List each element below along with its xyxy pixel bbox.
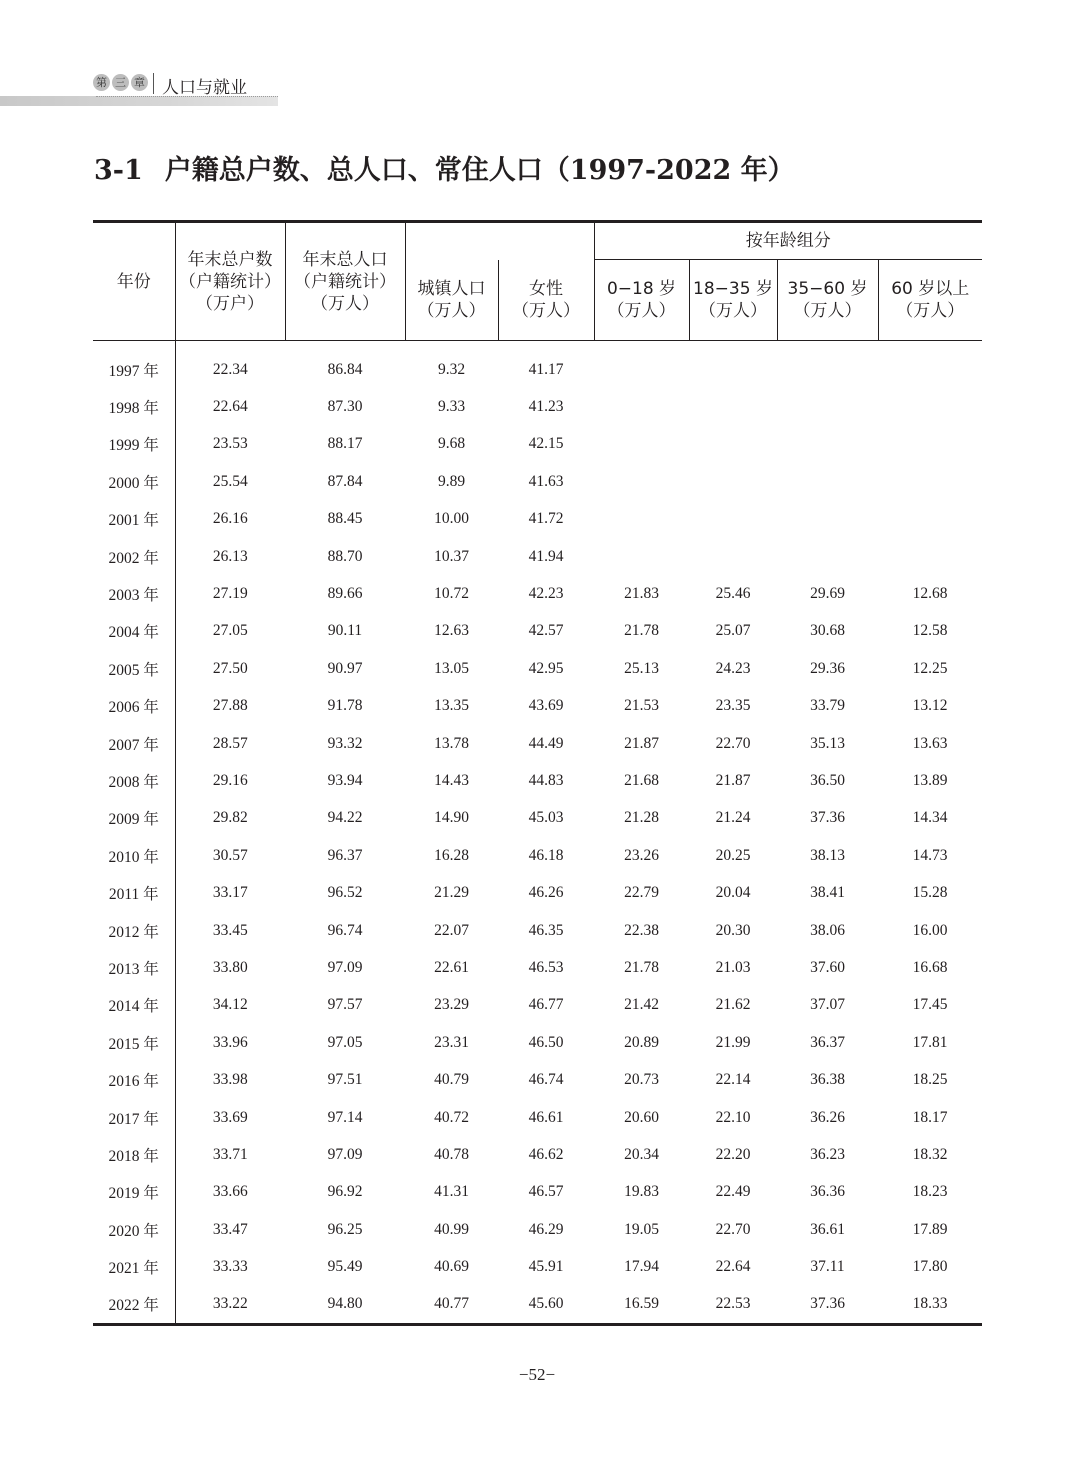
- value-cell: 22.49: [715, 1183, 751, 1201]
- value-cell: [777, 463, 878, 500]
- table-row: [93, 650, 982, 687]
- table-number: 3-1: [94, 155, 143, 186]
- year-cell: 1998 年: [93, 388, 175, 425]
- column-header-label: 年末总户数 （户籍统计） （万户）: [179, 249, 281, 314]
- value-cell: [878, 388, 982, 425]
- table-row: [93, 762, 982, 799]
- value-cell: 44.83: [528, 771, 564, 789]
- chapter-char: 三: [112, 74, 129, 91]
- year-cell: 2019 年: [93, 1174, 175, 1211]
- value-cell: 21.42: [624, 996, 659, 1014]
- value-cell: 21.78: [624, 622, 659, 640]
- value-cell: 96.92: [327, 1183, 363, 1201]
- value-cell: 96.74: [327, 921, 363, 939]
- value-cell: 13.78: [434, 734, 469, 752]
- year-cell: 2010 年: [93, 837, 175, 874]
- value-cell: 46.74: [528, 1071, 564, 1089]
- value-cell: 22.61: [434, 958, 469, 976]
- value-cell: 37.60: [810, 958, 845, 976]
- chapter-badge: [93, 74, 148, 91]
- value-cell: 33.80: [212, 958, 248, 976]
- value-cell: 33.45: [212, 921, 248, 939]
- value-cell: 22.64: [715, 1258, 751, 1276]
- value-cell: 27.05: [212, 622, 248, 640]
- value-cell: 41.63: [528, 472, 564, 490]
- value-cell: 21.99: [715, 1033, 751, 1051]
- value-cell: 26.13: [212, 547, 248, 565]
- value-cell: 42.15: [528, 435, 564, 453]
- value-cell: 12.68: [912, 585, 948, 603]
- value-cell: 22.14: [715, 1071, 751, 1089]
- value-cell: 14.34: [912, 809, 948, 827]
- value-cell: [777, 341, 878, 389]
- value-cell: 46.18: [528, 846, 564, 864]
- value-cell: 46.29: [528, 1220, 564, 1238]
- value-cell: 95.49: [327, 1258, 363, 1276]
- value-cell: 94.80: [327, 1295, 363, 1313]
- year-cell: 2003 年: [93, 575, 175, 612]
- year-cell: 2020 年: [93, 1211, 175, 1248]
- value-cell: 42.23: [528, 585, 564, 603]
- value-cell: 21.53: [624, 697, 659, 715]
- value-cell: 97.57: [327, 996, 363, 1014]
- value-cell: 36.23: [810, 1145, 845, 1163]
- table-row: [93, 912, 982, 949]
- value-cell: 10.00: [434, 510, 469, 528]
- value-cell: 93.94: [327, 771, 363, 789]
- value-cell: 9.68: [437, 435, 466, 453]
- value-cell: 42.57: [528, 622, 564, 640]
- table-row: [93, 341, 982, 389]
- value-cell: 36.50: [810, 771, 845, 789]
- year-cell: 2011 年: [93, 874, 175, 911]
- value-cell: 21.68: [624, 771, 659, 789]
- value-cell: [878, 426, 982, 463]
- value-cell: 16.68: [912, 958, 948, 976]
- column-header: [175, 222, 285, 341]
- column-header-label: 年份: [116, 271, 151, 292]
- header-separator: [153, 73, 154, 94]
- value-cell: 21.03: [715, 958, 751, 976]
- value-cell: 10.72: [434, 585, 469, 603]
- value-cell: 94.22: [327, 809, 363, 827]
- value-cell: [777, 501, 878, 538]
- value-cell: 20.34: [624, 1145, 659, 1163]
- value-cell: 91.78: [327, 697, 363, 715]
- value-cell: 22.79: [624, 884, 659, 902]
- year-cell: 2006 年: [93, 688, 175, 725]
- value-cell: 25.54: [212, 472, 248, 490]
- table-row: [93, 388, 982, 425]
- value-cell: 17.94: [624, 1258, 659, 1276]
- value-cell: 21.28: [624, 809, 659, 827]
- value-cell: 45.03: [528, 809, 564, 827]
- value-cell: 18.23: [912, 1183, 948, 1201]
- value-cell: 18.33: [912, 1295, 948, 1313]
- value-cell: 18.32: [912, 1145, 948, 1163]
- year-cell: 2014 年: [93, 987, 175, 1024]
- value-cell: 97.05: [327, 1033, 363, 1051]
- year-cell: 2001 年: [93, 501, 175, 538]
- value-cell: 88.17: [327, 435, 363, 453]
- value-cell: 33.33: [212, 1258, 248, 1276]
- column-header-label: 18−35 岁 （万人）: [693, 279, 773, 321]
- value-cell: 16.28: [434, 846, 469, 864]
- value-cell: 37.07: [810, 996, 845, 1014]
- chapter-char: 章: [131, 74, 148, 91]
- value-cell: 22.64: [212, 398, 248, 416]
- value-cell: 13.35: [434, 697, 469, 715]
- value-cell: 40.77: [434, 1295, 469, 1313]
- column-header: [93, 222, 175, 341]
- table-row: [93, 501, 982, 538]
- table-row: [93, 800, 982, 837]
- year-cell: 1997 年: [93, 341, 175, 389]
- year-cell: 2012 年: [93, 912, 175, 949]
- value-cell: 25.13: [624, 659, 659, 677]
- value-cell: 87.30: [327, 398, 363, 416]
- chapter-char: 第: [93, 74, 110, 91]
- year-cell: 2004 年: [93, 613, 175, 650]
- table-row: [93, 463, 982, 500]
- value-cell: 26.16: [212, 510, 248, 528]
- section-name: 人口与就业: [162, 78, 247, 98]
- table-row: [93, 1174, 982, 1211]
- value-cell: 22.70: [715, 734, 751, 752]
- value-cell: 97.09: [327, 1145, 363, 1163]
- header-spacer: [405, 222, 594, 260]
- population-table: [93, 220, 982, 1326]
- value-cell: 13.63: [912, 734, 948, 752]
- value-cell: 25.07: [715, 622, 751, 640]
- value-cell: 13.05: [434, 659, 469, 677]
- value-cell: 40.69: [434, 1258, 469, 1276]
- table-row: [93, 538, 982, 575]
- year-cell: 2005 年: [93, 650, 175, 687]
- value-cell: 38.13: [810, 846, 845, 864]
- value-cell: 27.88: [212, 697, 248, 715]
- page-title: [94, 148, 795, 187]
- value-cell: 18.25: [912, 1071, 948, 1089]
- value-cell: 22.34: [212, 360, 248, 378]
- age-group-header: 按年龄组分: [594, 222, 982, 260]
- table-row: [93, 1099, 982, 1136]
- value-cell: 41.17: [528, 360, 564, 378]
- value-cell: 30.68: [810, 622, 845, 640]
- value-cell: 9.89: [437, 472, 466, 490]
- table-row: [93, 1211, 982, 1248]
- value-cell: 12.63: [434, 622, 469, 640]
- value-cell: 22.20: [715, 1145, 751, 1163]
- value-cell: 45.91: [528, 1258, 564, 1276]
- year-cell: 2022 年: [93, 1286, 175, 1325]
- year-cell: 2002 年: [93, 538, 175, 575]
- column-header: [405, 260, 498, 341]
- value-cell: 12.25: [912, 659, 948, 677]
- column-header: [878, 260, 982, 341]
- value-cell: 46.77: [528, 996, 564, 1014]
- value-cell: [594, 538, 689, 575]
- value-cell: 90.97: [327, 659, 363, 677]
- value-cell: 23.35: [715, 697, 751, 715]
- value-cell: 21.83: [624, 585, 659, 603]
- value-cell: 20.25: [715, 846, 751, 864]
- value-cell: 37.36: [810, 1295, 845, 1313]
- value-cell: 22.70: [715, 1220, 751, 1238]
- table-row: [93, 1248, 982, 1285]
- value-cell: 46.57: [528, 1183, 564, 1201]
- value-cell: 22.53: [715, 1295, 751, 1313]
- value-cell: 28.57: [212, 734, 248, 752]
- value-cell: 17.81: [912, 1033, 948, 1051]
- table-row: [93, 688, 982, 725]
- year-cell: 2015 年: [93, 1024, 175, 1061]
- value-cell: 17.45: [912, 996, 948, 1014]
- value-cell: [689, 388, 777, 425]
- value-cell: 14.90: [434, 809, 469, 827]
- value-cell: 93.32: [327, 734, 363, 752]
- value-cell: 20.89: [624, 1033, 659, 1051]
- table-row: [93, 1286, 982, 1325]
- value-cell: 97.14: [327, 1108, 363, 1126]
- value-cell: 46.53: [528, 958, 564, 976]
- value-cell: 38.41: [810, 884, 845, 902]
- year-cell: 2013 年: [93, 949, 175, 986]
- value-cell: 40.79: [434, 1071, 469, 1089]
- value-cell: 21.29: [434, 884, 469, 902]
- value-cell: 41.94: [528, 547, 564, 565]
- table-row: [93, 1024, 982, 1061]
- value-cell: 10.37: [434, 547, 469, 565]
- year-cell: 1999 年: [93, 426, 175, 463]
- value-cell: [878, 501, 982, 538]
- value-cell: 46.35: [528, 921, 564, 939]
- table-body: [93, 341, 982, 1325]
- value-cell: 96.37: [327, 846, 363, 864]
- value-cell: 21.24: [715, 809, 751, 827]
- value-cell: 23.26: [624, 846, 659, 864]
- value-cell: 17.89: [912, 1220, 948, 1238]
- value-cell: 16.00: [912, 921, 948, 939]
- value-cell: 33.98: [212, 1071, 248, 1089]
- value-cell: [689, 341, 777, 389]
- value-cell: 12.58: [912, 622, 948, 640]
- value-cell: [594, 426, 689, 463]
- value-cell: 43.69: [528, 697, 564, 715]
- value-cell: 46.26: [528, 884, 564, 902]
- value-cell: [777, 388, 878, 425]
- value-cell: 35.13: [810, 734, 845, 752]
- value-cell: 13.12: [912, 697, 948, 715]
- value-cell: 16.59: [624, 1295, 659, 1313]
- year-cell: 2008 年: [93, 762, 175, 799]
- year-cell: 2007 年: [93, 725, 175, 762]
- value-cell: 33.47: [212, 1220, 248, 1238]
- value-cell: 29.82: [212, 809, 248, 827]
- value-cell: 33.71: [212, 1145, 248, 1163]
- value-cell: 15.28: [912, 884, 948, 902]
- table-row: [93, 1061, 982, 1098]
- column-header: [777, 260, 878, 341]
- value-cell: 19.05: [624, 1220, 659, 1238]
- value-cell: 46.62: [528, 1145, 564, 1163]
- year-cell: 2009 年: [93, 800, 175, 837]
- value-cell: [594, 388, 689, 425]
- value-cell: 33.17: [212, 884, 248, 902]
- value-cell: 29.69: [810, 585, 845, 603]
- year-cell: 2016 年: [93, 1061, 175, 1098]
- value-cell: [689, 538, 777, 575]
- year-cell: 2017 年: [93, 1099, 175, 1136]
- value-cell: 14.73: [912, 846, 948, 864]
- value-cell: 20.04: [715, 884, 751, 902]
- value-cell: 36.61: [810, 1220, 845, 1238]
- column-header-label: 60 岁以上 （万人）: [891, 279, 970, 321]
- value-cell: [777, 538, 878, 575]
- table-row: [93, 1136, 982, 1173]
- value-cell: 24.23: [715, 659, 751, 677]
- column-header-label: 女性 （万人）: [512, 278, 580, 321]
- value-cell: 37.36: [810, 809, 845, 827]
- value-cell: 90.11: [327, 622, 363, 640]
- value-cell: 42.95: [528, 659, 564, 677]
- value-cell: 22.07: [434, 921, 469, 939]
- value-cell: 29.16: [212, 771, 248, 789]
- value-cell: 38.06: [810, 921, 845, 939]
- value-cell: 46.50: [528, 1033, 564, 1051]
- value-cell: 22.38: [624, 921, 659, 939]
- value-cell: [878, 463, 982, 500]
- value-cell: 20.60: [624, 1108, 659, 1126]
- value-cell: 19.83: [624, 1183, 659, 1201]
- table-row: [93, 837, 982, 874]
- value-cell: 18.17: [912, 1108, 948, 1126]
- year-cell: 2021 年: [93, 1248, 175, 1285]
- value-cell: [594, 463, 689, 500]
- column-header: [594, 260, 689, 341]
- value-cell: [689, 463, 777, 500]
- table-header: [93, 222, 982, 341]
- value-cell: 21.87: [624, 734, 659, 752]
- value-cell: 40.72: [434, 1108, 469, 1126]
- table-title: 户籍总户数、总人口、常住人口（1997-2022 年）: [164, 155, 795, 186]
- value-cell: 9.32: [437, 360, 466, 378]
- column-header-label: 年末总人口 （户籍统计） （万人）: [294, 249, 396, 314]
- value-cell: 86.84: [327, 360, 363, 378]
- value-cell: 96.25: [327, 1220, 363, 1238]
- column-header-label: 0−18 岁 （万人）: [606, 279, 677, 321]
- table-row: [93, 874, 982, 911]
- value-cell: 33.96: [212, 1033, 248, 1051]
- value-cell: 89.66: [327, 585, 363, 603]
- value-cell: 20.73: [624, 1071, 659, 1089]
- page-number: −52−: [518, 1365, 556, 1384]
- column-header-label: 城镇人口 （万人）: [417, 278, 486, 321]
- value-cell: 21.78: [624, 958, 659, 976]
- value-cell: [878, 341, 982, 389]
- value-cell: [777, 426, 878, 463]
- value-cell: 27.50: [212, 659, 248, 677]
- value-cell: 46.61: [528, 1108, 564, 1126]
- year-cell: 2000 年: [93, 463, 175, 500]
- value-cell: [878, 538, 982, 575]
- value-cell: 96.52: [327, 884, 363, 902]
- value-cell: 29.36: [810, 659, 845, 677]
- value-cell: 21.87: [715, 771, 751, 789]
- value-cell: 9.33: [437, 398, 466, 416]
- value-cell: [689, 501, 777, 538]
- value-cell: 23.31: [434, 1033, 469, 1051]
- value-cell: 14.43: [434, 771, 469, 789]
- value-cell: 17.80: [912, 1258, 948, 1276]
- value-cell: 41.31: [434, 1183, 469, 1201]
- value-cell: 23.29: [434, 996, 469, 1014]
- table-row: [93, 725, 982, 762]
- column-header: [285, 222, 405, 341]
- column-header-label: 35−60 岁 （万人）: [787, 279, 868, 321]
- value-cell: 40.78: [434, 1145, 469, 1163]
- value-cell: 88.45: [327, 510, 363, 528]
- value-cell: 33.69: [212, 1108, 248, 1126]
- value-cell: 45.60: [528, 1295, 564, 1313]
- table-row: [93, 949, 982, 986]
- column-header: [689, 260, 777, 341]
- value-cell: 87.84: [327, 472, 363, 490]
- value-cell: 40.99: [434, 1220, 469, 1238]
- column-header: [498, 260, 594, 341]
- table-row: [93, 613, 982, 650]
- value-cell: [594, 341, 689, 389]
- value-cell: 36.36: [810, 1183, 845, 1201]
- value-cell: 97.51: [327, 1071, 363, 1089]
- value-cell: 13.89: [912, 771, 948, 789]
- value-cell: 97.09: [327, 958, 363, 976]
- year-cell: 2018 年: [93, 1136, 175, 1173]
- table-row: [93, 426, 982, 463]
- value-cell: 33.22: [212, 1295, 248, 1313]
- value-cell: 36.26: [810, 1108, 845, 1126]
- value-cell: 20.30: [715, 921, 751, 939]
- value-cell: 41.72: [528, 510, 564, 528]
- value-cell: 36.38: [810, 1071, 845, 1089]
- table-row: [93, 575, 982, 612]
- value-cell: 88.70: [327, 547, 363, 565]
- table-row: [93, 987, 982, 1024]
- value-cell: 44.49: [528, 734, 564, 752]
- value-cell: [689, 426, 777, 463]
- value-cell: 34.12: [212, 996, 248, 1014]
- value-cell: 33.66: [212, 1183, 248, 1201]
- value-cell: 30.57: [212, 846, 248, 864]
- value-cell: 22.10: [715, 1108, 751, 1126]
- value-cell: 23.53: [212, 435, 248, 453]
- value-cell: 36.37: [810, 1033, 845, 1051]
- value-cell: 37.11: [810, 1258, 845, 1276]
- value-cell: 41.23: [528, 398, 564, 416]
- value-cell: [594, 501, 689, 538]
- value-cell: 33.79: [810, 697, 845, 715]
- value-cell: 27.19: [212, 585, 248, 603]
- value-cell: 21.62: [715, 996, 751, 1014]
- value-cell: 25.46: [715, 585, 751, 603]
